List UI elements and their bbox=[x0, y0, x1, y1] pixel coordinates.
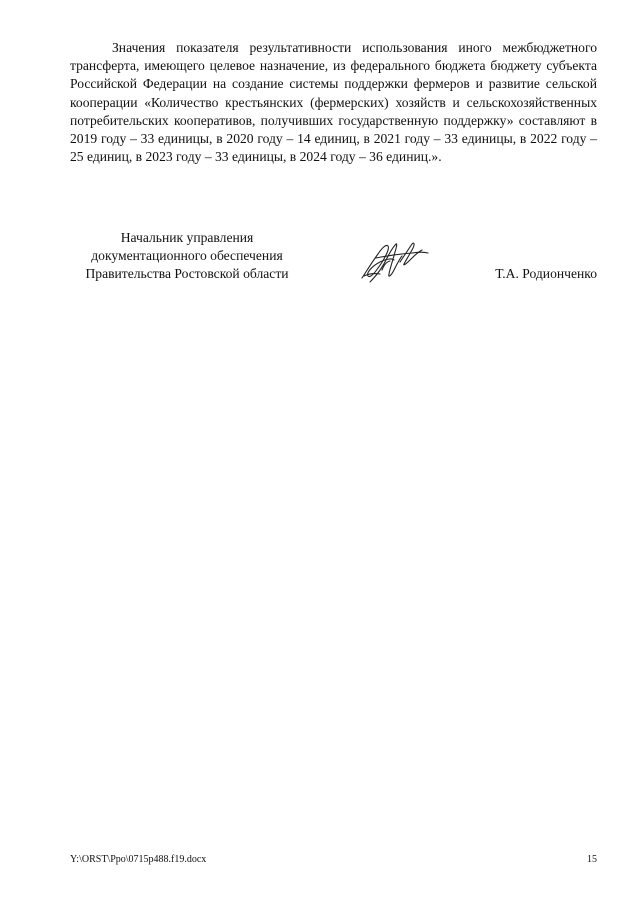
footer-file-path: Y:\ORST\Ppo\0715p488.f19.docx bbox=[70, 854, 207, 865]
signer-position bbox=[64, 229, 310, 284]
signer-position-line: Правительства Ростовской области bbox=[85, 266, 289, 282]
signer-name: Т.А. Родионченко bbox=[495, 266, 597, 281]
signer-position-line: документационного обеспечения bbox=[91, 248, 283, 264]
page-number: 15 bbox=[587, 854, 597, 865]
handwritten-signature bbox=[356, 232, 432, 288]
body-paragraph: Значения показателя результативности использования иного межбюджетного трансферта, имеющего целевое назначение, из федерального бюджета бюджету субъекта Российской Федерации на создание системы поддержки фермеров и развитие сельской кооперации «Количество крестьянских (фермерских) хозяйств и сельскохозяйственных потребительских кооперативов, получивших государственную поддержку» составляют в 2019 году – 33 единицы, в 2020 году – 14 единиц, в 2021 году – 33 единицы, в 2022 году – 25 единиц, в 2023 году – 33 единицы, в 2024 году – 36 единиц.». bbox=[70, 40, 597, 165]
signer-position-line: Начальник управления bbox=[120, 230, 254, 245]
